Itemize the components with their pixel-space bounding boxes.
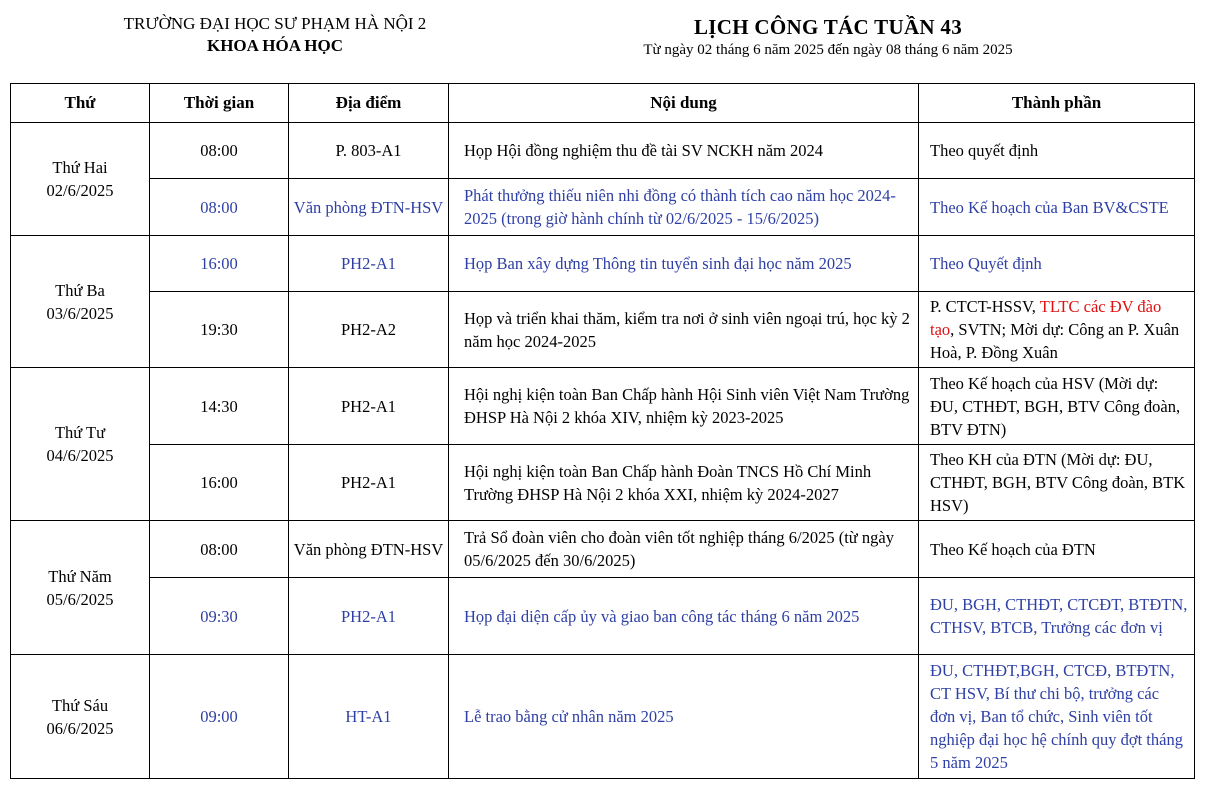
time-cell: 14:30: [150, 368, 289, 445]
column-header-members: Thành phần: [919, 84, 1195, 123]
day-cell: [11, 368, 150, 521]
day-cell: [11, 521, 150, 655]
members-cell: Theo Kế hoạch của Ban BV&CSTE: [919, 179, 1195, 236]
day-cell: [11, 655, 150, 779]
members-cell: Theo Kế hoạch của ĐTN: [919, 521, 1195, 578]
members-cell: Theo Quyết định: [919, 236, 1195, 292]
table-row: [11, 578, 1195, 655]
schedule-date-range: Từ ngày 02 tháng 6 năm 2025 đến ngày 08 tháng 6 năm 2025: [643, 42, 1013, 58]
table-row: [11, 655, 1195, 779]
content-cell: Phát thưởng thiếu niên nhi đồng có thành tích cao năm học 2024-2025 (trong giờ hành chính từ 02/6/2025 - 15/6/2025): [449, 179, 919, 236]
place-cell: Văn phòng ĐTN-HSV: [289, 521, 449, 578]
day-name: Thứ Hai: [52, 158, 108, 177]
time-cell: 08:00: [150, 179, 289, 236]
members-cell: ĐU, BGH, CTHĐT, CTCĐT, BTĐTN, CTHSV, BTCB, Trưởng các đơn vị: [919, 578, 1195, 655]
place-cell: Văn phòng ĐTN-HSV: [289, 179, 449, 236]
time-cell: 08:00: [150, 521, 289, 578]
table-row: [11, 179, 1195, 236]
day-name: Thứ Sáu: [51, 695, 109, 715]
content-cell: Họp và triển khai thăm, kiểm tra nơi ở sinh viên ngoại trú, học kỳ 2 năm học 2024-2025: [449, 292, 919, 368]
schedule-title: LỊCH CÔNG TÁC TUẦN 43: [693, 15, 963, 39]
table-row: [11, 236, 1195, 292]
school-header: [60, 12, 490, 57]
time-cell: 09:30: [150, 578, 289, 655]
members-cell: Theo KH của ĐTN (Mời dự: ĐU, CTHĐT, BGH, BTV Công đoàn, BTK HSV): [919, 445, 1195, 521]
table-row: [11, 123, 1195, 179]
place-cell: PH2-A1: [289, 578, 449, 655]
place-cell: PH2-A1: [289, 236, 449, 292]
place-cell: PH2-A1: [289, 368, 449, 445]
university-name: TRƯỜNG ĐẠI HỌC SƯ PHẠM HÀ NỘI 2: [123, 14, 427, 33]
time-cell: 08:00: [150, 123, 289, 179]
table-row: [11, 521, 1195, 578]
content-cell: Trả Sổ đoàn viên cho đoàn viên tốt nghiệp tháng 6/2025 (từ ngày 05/6/2025 đến 30/6/2025): [449, 521, 919, 578]
day-cell: [11, 123, 150, 236]
table-row: [11, 292, 1195, 368]
content-cell: Hội nghị kiện toàn Ban Chấp hành Hội Sinh viên Việt Nam Trường ĐHSP Hà Nội 2 khóa XIV, nhiệm kỳ 2023-2025: [449, 368, 919, 445]
day-date: 05/6/2025: [46, 589, 114, 609]
members-cell: Theo quyết định: [919, 123, 1195, 179]
faculty-name: KHOA HÓA HỌC: [206, 36, 344, 55]
time-cell: 09:00: [150, 655, 289, 779]
column-header-content: Nội dung: [449, 84, 919, 123]
day-name: Thứ Ba: [55, 280, 105, 300]
members-cell: ĐU, CTHĐT,BGH, CTCĐ, BTĐTN, CT HSV, Bí thư chi bộ, trưởng các đơn vị, Ban tổ chức, Sinh viên tốt nghiệp đại học hệ chính quy đợt tháng 5 năm 2025: [919, 655, 1195, 779]
members-text: , SVTN; Mời dự: Công an P. Xuân Hoà, P. Đồng Xuân: [930, 320, 1180, 362]
place-cell: PH2-A2: [289, 292, 449, 368]
time-cell: 16:00: [150, 236, 289, 292]
column-header-place: Địa điểm: [289, 84, 449, 123]
members-cell: Theo Kế hoạch của HSV (Mời dự: ĐU, CTHĐT, BGH, BTV Công đoàn, BTV ĐTN): [919, 368, 1195, 445]
place-cell: P. 803-A1: [289, 123, 449, 179]
column-header-day: Thứ: [11, 84, 150, 123]
table-row: [11, 445, 1195, 521]
time-cell: 19:30: [150, 292, 289, 368]
content-cell: Họp Ban xây dựng Thông tin tuyển sinh đại học năm 2025: [449, 236, 919, 292]
day-date: 06/6/2025: [46, 718, 114, 738]
place-cell: HT-A1: [289, 655, 449, 779]
day-date: 03/6/2025: [46, 303, 114, 323]
column-header-time: Thời gian: [150, 84, 289, 123]
content-cell: Lễ trao bằng cử nhân năm 2025: [449, 655, 919, 779]
members-cell: [919, 292, 1195, 368]
content-cell: Họp Hội đồng nghiệm thu đề tài SV NCKH năm 2024: [449, 123, 919, 179]
day-cell: [11, 236, 150, 368]
members-text: P. CTCT-HSSV,: [930, 297, 1040, 316]
schedule-header: [588, 14, 1068, 60]
schedule-table: [10, 83, 1195, 779]
table-header-row: [11, 84, 1195, 123]
table-row: [11, 368, 1195, 445]
day-date: 04/6/2025: [46, 446, 114, 465]
content-cell: Hội nghị kiện toàn Ban Chấp hành Đoàn TNCS Hồ Chí Minh Trường ĐHSP Hà Nội 2 khóa XXI, nhiệm kỳ 2024-2027: [449, 445, 919, 521]
place-cell: PH2-A1: [289, 445, 449, 521]
day-name: Thứ Năm: [48, 566, 112, 586]
day-date: 02/6/2025: [46, 181, 114, 200]
time-cell: 16:00: [150, 445, 289, 521]
day-name: Thứ Tư: [54, 423, 106, 442]
content-cell: Họp đại diện cấp ủy và giao ban công tác tháng 6 năm 2025: [449, 578, 919, 655]
members-highlight-text: TLTC các ĐV đào tạo: [930, 297, 1162, 339]
